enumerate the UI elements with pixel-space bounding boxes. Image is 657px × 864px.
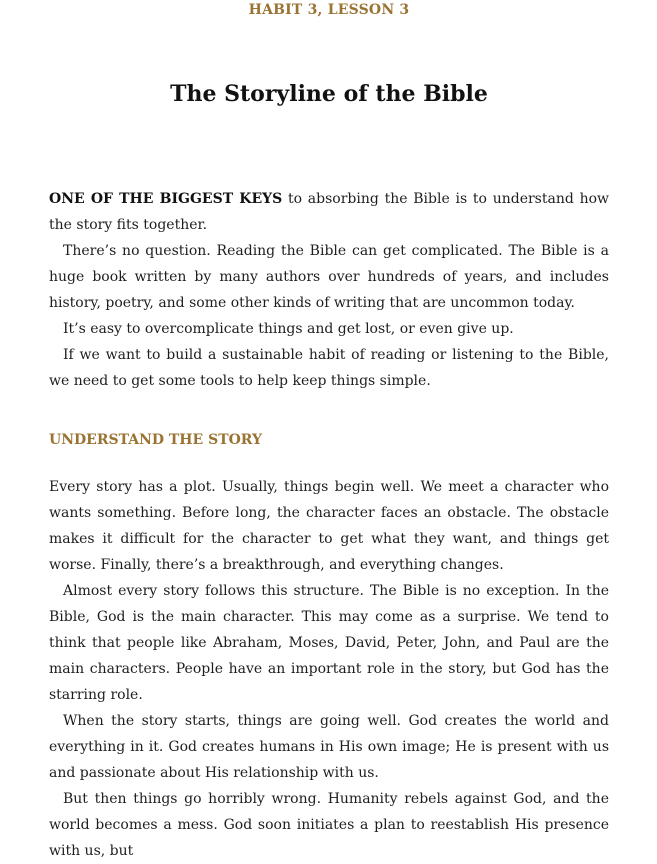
story-paragraph-2: Almost every story follows this structure. The Bible is no exception. In the Bible, God is the main character. This may come as a surprise. We tend to think that people like Abraham, Moses, David, Peter, John, and Paul are the main characters. People have an important role in the story, but God has the starring role. xyxy=(49,583,609,703)
story-section xyxy=(49,474,609,864)
intro-paragraph-3: It’s easy to overcomplicate things and get lost, or even give up. xyxy=(63,321,514,337)
intro-paragraph-4: If we want to build a sustainable habit of reading or listening to the Bible, we need to get some tools to help keep things simple. xyxy=(49,347,609,389)
intro-paragraph-1 xyxy=(49,186,609,238)
intro-section xyxy=(49,186,609,394)
lead-in-text: ONE OF THE BIGGEST KEYS xyxy=(49,191,283,207)
intro-paragraph-1-rest: to absorbing the Bible is to understand how the story fits together. xyxy=(49,191,609,233)
page-title: The Storyline of the Bible xyxy=(170,81,488,107)
story-paragraph-1: Every story has a plot. Usually, things begin well. We meet a character who wants something. Before long, the character faces an obstacle. The obstacle makes it difficult for the character to get what they want, and things get worse. Finally, there’s a breakthrough, and everything changes. xyxy=(49,479,609,573)
lesson-kicker: HABIT 3, LESSON 3 xyxy=(248,2,410,18)
intro-paragraph-2: There’s no question. Reading the Bible can get complicated. The Bible is a huge book written by many authors over hundreds of years, and includes history, poetry, and some other kinds of writing that are uncommon today. xyxy=(49,243,609,311)
section-heading: UNDERSTAND THE STORY xyxy=(49,432,263,448)
story-paragraph-4: But then things go horribly wrong. Humanity rebels against God, and the world becomes a mess. God soon initiates a plan to reestablish His presence with us, but xyxy=(49,791,609,859)
story-paragraph-3: When the story starts, things are going well. God creates the world and everything in it. God creates humans in His own image; He is present with us and passionate about His relationship with us. xyxy=(49,713,609,781)
